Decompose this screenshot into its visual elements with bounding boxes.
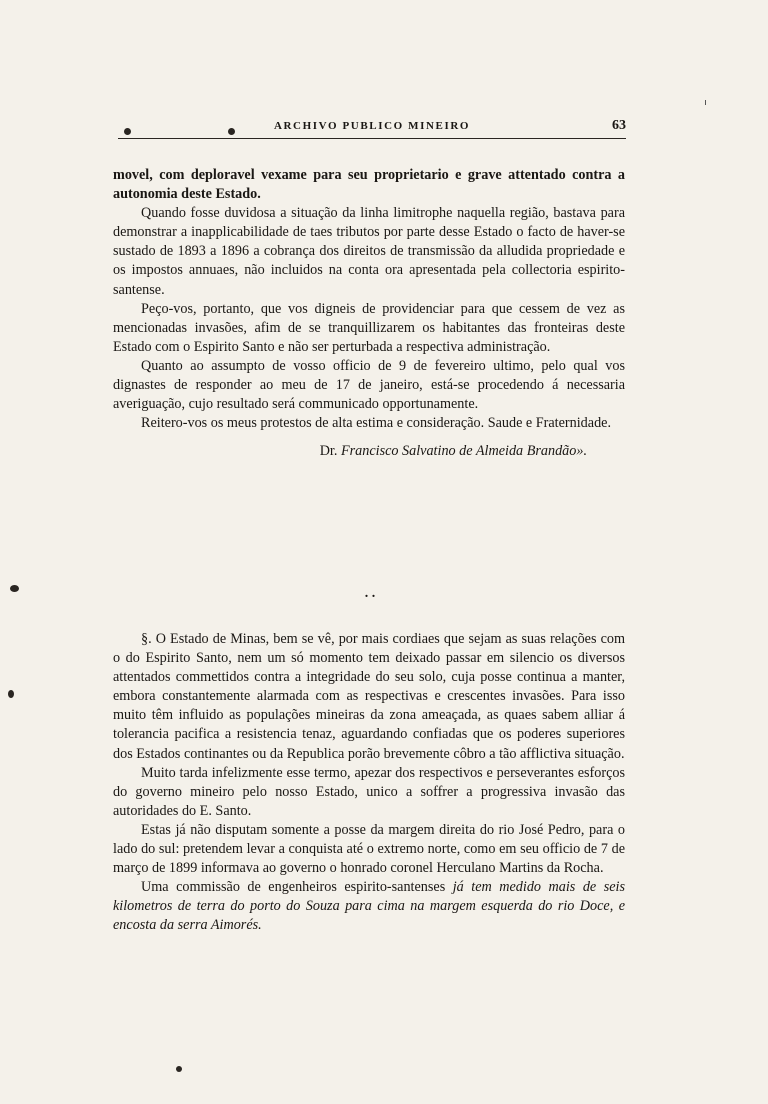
letter-paragraph: Peço-vos, portanto, que vos digneis de providenciar para que cessem de vez as mencionadas invasões, afim de se tranquillizarem os habitantes das fronteiras deste Estado com o Espirito Santo e não ser perturbada a respectiva administração. xyxy=(113,300,625,355)
section-paragraph: Estas já não disputam somente a posse da margem direita do rio José Pedro, para o lado do sul: pretendem levar a conquista até o extremo norte, como em seu officio de 7 de março de 1899 informava ao governo o honrado coronel Herculano Martins da Rocha. xyxy=(113,821,625,877)
margin-tick xyxy=(705,100,706,105)
margin-ink-spot xyxy=(10,585,19,592)
section-paragraph: §. O Estado de Minas, bem se vê, por mais cordiaes que sejam as suas relações com o do Espirito Santo, nem um só momento tem deixado passar em silencio os diversos attentados commettidos contra a integridade do seu solo, cuja posse continua a manter, embora constantemente alarmada com as respectivas e crescentes invasões. Para isso muito têm influido as populações mineiras da zona ameaçada, as quaes sabem alliar á tolerancia pacifica a resistencia tenaz, aguardando confiadas que os poderes superiores dos Estados continantes ou da Republica porão brevemente côbro a tão afflictiva situação. xyxy=(113,631,625,762)
signature-prefix: Dr. xyxy=(319,443,338,460)
margin-ink-spot xyxy=(8,690,14,698)
running-header xyxy=(118,118,626,140)
margin-ink-spot xyxy=(176,1066,182,1072)
section-paragraph xyxy=(113,878,625,935)
letter-text xyxy=(113,166,625,461)
section-separator: . . xyxy=(364,586,376,601)
letter-paragraph: Quanto ao assumpto de vosso officio de 9 de fevereiro ultimo, pelo qual vos dignastes de responder ao meu de 17 de janeiro, está-se procedendo á necessaria averiguação, cujo resultado será communicado opportunamente. xyxy=(113,357,625,413)
page-number: 63 xyxy=(612,118,626,133)
letter-paragraph: movel, com deploravel vexame para seu proprietario e grave attentado contra a autonomia deste Estado. xyxy=(113,167,625,203)
section-paragraph-italic: já tem medido mais de seis kilometros de terra do porto do Souza para cima na margem esquerda do rio Doce, e encosta da serra Aimorés. xyxy=(113,879,626,934)
section-paragraph: Muito tarda infelizmente esse termo, apezar dos respectivos e perseverantes esforços do governo mineiro pelo nosso Estado, unico a soffrer a progressiva invasão das autoridades do E. Santo. xyxy=(113,764,625,819)
header-title: ARCHIVO PUBLICO MINEIRO xyxy=(273,120,471,132)
letter-paragraph: Reitero-vos os meus protestos de alta estima e consideração. Saude e Fraternidade. xyxy=(141,415,612,432)
section-text xyxy=(113,630,625,936)
section-paragraph-plain: Uma commissão de engenheiros espirito-santenses xyxy=(141,879,453,896)
letter-paragraph: Quando fosse duvidosa a situação da linha limitrophe naquella região, bastava para demonstrar a inapplicabilidade de taes tributos por parte desse Estado o facto de haver-se sustado de 1893 a 1896 a cobrança dos direitos de transmissão da alludida propriedade e os impostos annuaes, não incluidos na conta ora apresentada pela collectoria espirito-santense. xyxy=(113,205,625,298)
signature xyxy=(113,442,625,461)
signature-name: Francisco Salvatino de Almeida Brandão». xyxy=(340,443,587,460)
header-rule xyxy=(118,138,626,139)
